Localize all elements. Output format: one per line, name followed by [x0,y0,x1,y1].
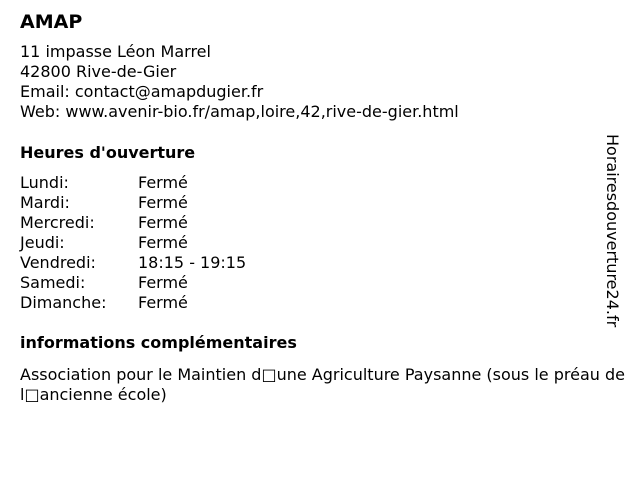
business-card [20,10,625,405]
day-label: Mercredi: [20,213,95,232]
hours-row-saturday [20,273,620,293]
street-address: 11 impasse Léon Marrel [20,42,211,61]
business-name: AMAP [20,11,83,33]
hours-row-tuesday [20,193,620,213]
info-description: Association pour le Maintien d□une Agriculture Paysanne (sous le préau de l□ancienne école) [20,365,625,404]
day-hours: Fermé [138,273,188,292]
day-hours: Fermé [138,173,188,192]
hours-row-monday [20,173,620,193]
hours-row-wednesday [20,213,620,233]
hours-list [20,173,620,313]
day-hours: Fermé [138,193,188,212]
day-hours: Fermé [138,233,188,252]
day-hours: 18:15 - 19:15 [138,253,247,272]
hours-row-sunday [20,293,620,313]
info-title: informations complémentaires [20,333,297,352]
hours-row-friday [20,253,620,273]
web-line: Web: www.avenir-bio.fr/amap,loire,42,rive-de-gier.html [20,102,459,121]
day-hours: Fermé [138,293,188,312]
day-label: Samedi: [20,273,86,292]
hours-title: Heures d'ouverture [20,143,196,162]
hours-row-thursday [20,233,620,253]
city-address: 42800 Rive-de-Gier [20,62,177,81]
day-hours: Fermé [138,213,188,232]
site-watermark: Horairesdouverture24.fr [603,134,622,328]
day-label: Dimanche: [20,293,107,312]
day-label: Jeudi: [20,233,65,252]
day-label: Mardi: [20,193,70,212]
day-label: Lundi: [20,173,69,192]
day-label: Vendredi: [20,253,96,272]
email-line: Email: contact@amapdugier.fr [20,82,264,101]
